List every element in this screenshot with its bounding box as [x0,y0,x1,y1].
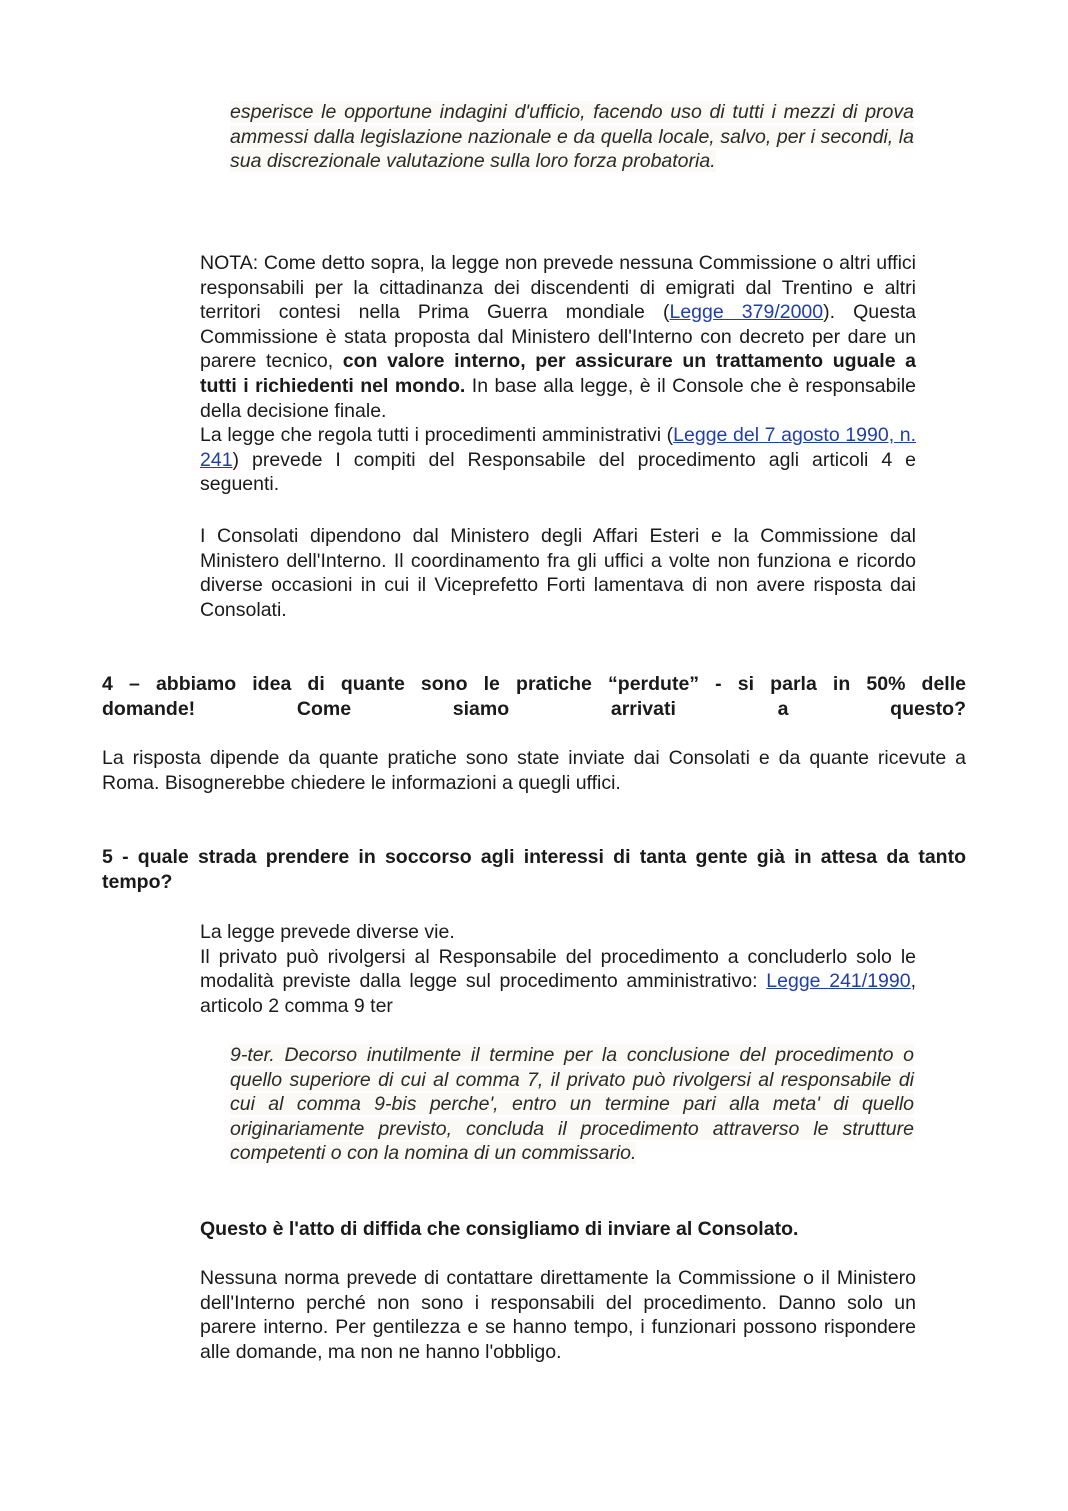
link-legge-241-1990[interactable]: Legge 241/1990 [766,970,911,993]
nota-text-2: ). Questa Commissione è stata proposta dal Ministero dell'Interno con decreto per dare un parere tecnico, [200,301,917,373]
quote-9-ter-text: 9-ter. Decorso inutilmente il termine per la conclusione del procedimento o quello superiore di cui al comma 7, il privato può rivolgersi al responsabile di cui al comma 9-bis perche', entro un termine pari alla meta' di quello originariamente previsto, concluda il procedimento attraverso le strutture competenti o con la nomina di un commissario. [230,1044,914,1165]
final-paragraph: Nessuna norma prevede di contattare direttamente la Commissione o il Ministero dell'Interno perché non sono i responsabili del procedimento. Danno solo un parere interno. Per gentilezza e se hanno tempo, i funzionari possono rispondere alle domande, ma non ne hanno l'obbligo. [200,1267,916,1363]
question-4-line-2: domande! Come siamo arrivati a questo? [102,697,966,720]
quote-indagini-text: esperisce le opportune indagini d'ufficio, facendo uso di tutti i mezzi di prova ammessi dalla legislazione nazionale e da quella locale, salvo, per i secondi, la sua discrezionale valutazione sulla loro forza probatoria. [230,101,914,173]
nota-text-1: NOTA: Come detto sopra, la legge non prevede nessuna Commissione o altri uffici responsabili per la cittadinanza dei discendenti di emigrati dal Trentino e altri territori contesi nella Prima Guerra mondiale ( [200,252,916,324]
question-5-answer [200,920,916,1018]
question-5-heading: 5 - quale strada prendere in soccorso agli interessi di tanta gente già in attesa da tanto tempo? [102,846,966,893]
link-legge-241-1990-full[interactable]: Legge del 7 agosto 1990, n. 241 [200,424,916,471]
nota-paragraph [200,251,916,497]
diffida-statement: Questo è l'atto di diffida che consigliamo di inviare al Consolato. [200,1218,799,1240]
question-4-answer: La risposta dipende da quante pratiche sono state inviate dai Consolati e da quante ricevute a Roma. Bisognerebbe chiedere le informazioni a quegli uffici. [102,747,966,794]
question-4-line-1: 4 – abbiamo idea di quante sono le pratiche “perdute” - si parla in 50% delle [102,673,966,695]
question-5-text-b: , articolo 2 comma 9 ter [200,970,917,1017]
link-legge-379-2000[interactable]: Legge 379/2000 [669,301,824,324]
nota-text-5: ) prevede I compiti del Responsabile del procedimento agli articoli 4 e seguenti. [200,448,916,496]
question-4-heading [102,672,966,721]
quote-indagini [230,100,914,174]
consolati-paragraph: I Consolati dipendono dal Ministero degli Affari Esteri e la Commissione dal Ministero dell'Interno. Il coordinamento fra gli uffici a volte non funziona e ricordo diverse occasioni in cui il Viceprefetto Forti lamentava di non avere risposta dai Consolati. [200,525,916,621]
nota-bold-text: con valore interno, per assicurare un trattamento uguale a tutti i richiedenti nel mondo. [200,350,916,397]
nota-text-3: In base alla legge, è il Console che è responsabile della decisione finale. [200,374,916,422]
quote-9-ter [230,1043,914,1166]
question-5-text-a: Il privato può rivolgersi al Responsabile del procedimento a concluderlo solo le modalità previste dalla legge sul procedimento amministrativo: [200,945,916,993]
nota-text-4: La legge che regola tutti i procedimenti amministrativi ( [200,424,674,447]
question-5-line-1: La legge prevede diverse vie. [200,921,455,943]
